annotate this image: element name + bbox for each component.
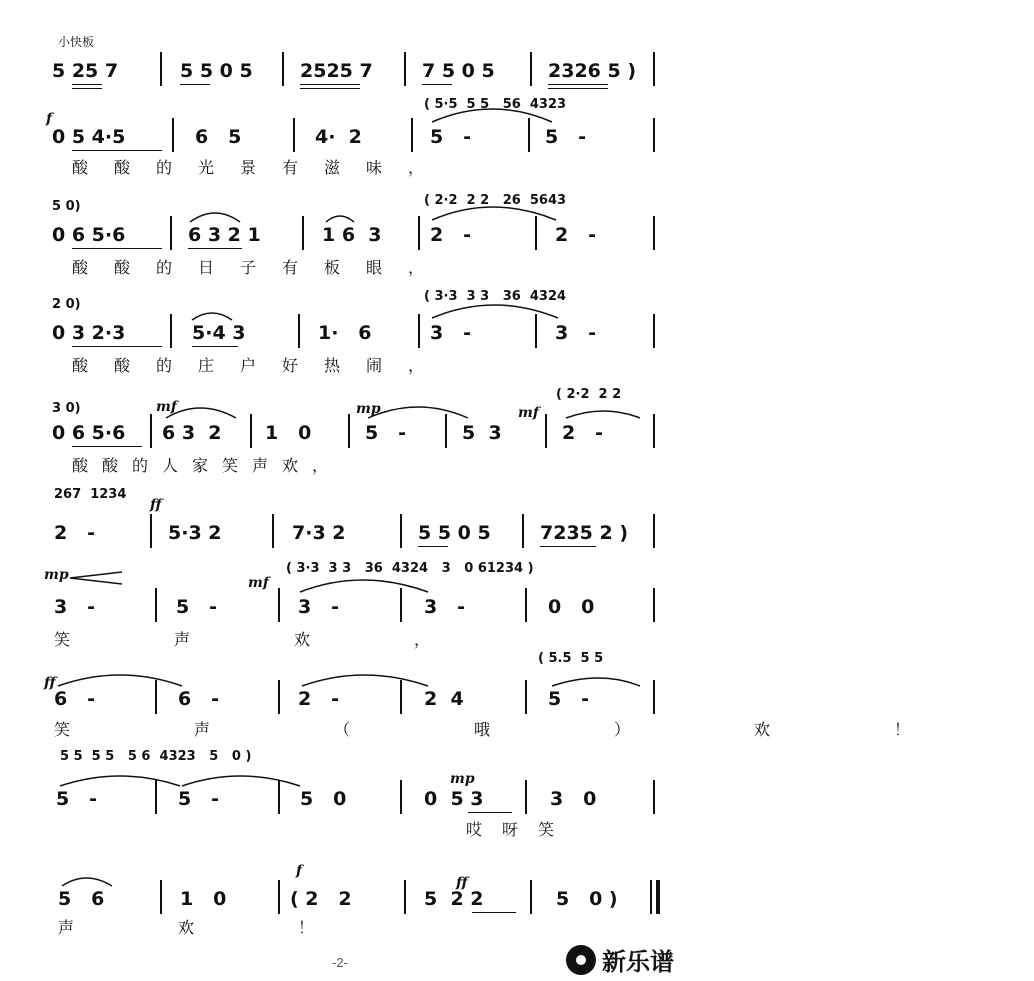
- measure: 1 6 3: [322, 224, 382, 246]
- page-number: -2-: [332, 955, 348, 970]
- measure: 5 -: [545, 126, 586, 148]
- measure: 6 5: [195, 126, 242, 148]
- measure: 5 0 ): [556, 888, 618, 910]
- dynamic-mark: ff: [44, 675, 56, 691]
- measure: 5 5 0 5: [180, 60, 253, 82]
- measure: 0 0: [548, 596, 595, 618]
- measure: 6 -: [178, 688, 219, 710]
- slur: [192, 313, 232, 320]
- dynamic-mark: mf: [248, 575, 269, 591]
- site-logo: [566, 942, 674, 977]
- measure: 0 5 4·5: [52, 126, 126, 148]
- accompaniment-cue: ( 5·5 5 5 56 4323: [424, 97, 567, 112]
- slur: [60, 776, 180, 786]
- measure: 2525 7: [300, 60, 373, 82]
- dynamic-mark: mf: [518, 405, 539, 421]
- measure: 2 -: [54, 522, 95, 544]
- measure: 1 0: [180, 888, 227, 910]
- slur: [302, 675, 428, 686]
- phrase-end: 5 0): [52, 199, 81, 214]
- slur: [182, 776, 300, 786]
- measure: 5 3: [462, 422, 502, 444]
- dynamic-mark: mp: [450, 771, 475, 787]
- lyric-line: 酸酸的日子有板眼，: [72, 258, 451, 277]
- logo-text: 新乐谱: [602, 948, 674, 976]
- measure: 6 -: [54, 688, 95, 710]
- tempo-marking: 小快板: [58, 35, 95, 49]
- phrase-end: 2 0): [52, 297, 81, 312]
- measure: 4· 2: [315, 126, 362, 148]
- measure: 5 -: [176, 596, 217, 618]
- measure: 7 5 0 5: [422, 60, 495, 82]
- measure: 5 2 2: [424, 888, 484, 910]
- accompaniment-cue: ( 2·2 2 2 26 5643: [424, 193, 567, 208]
- measure: 5 0: [300, 788, 347, 810]
- slur: [566, 411, 640, 418]
- measure: 3 -: [555, 322, 596, 344]
- phrase-end: 267 1234: [54, 487, 127, 502]
- dynamic-mark: f: [46, 111, 53, 127]
- measure: 2326 5 ): [548, 60, 637, 82]
- accompaniment-cue: ( 3·3 3 3 36 4324: [424, 289, 567, 304]
- slur: [432, 305, 558, 318]
- phrase-end: 3 0): [52, 401, 81, 416]
- accompaniment-cue: ( 2·2 2 2: [556, 387, 622, 402]
- slur: [368, 407, 468, 418]
- measure: 3 -: [54, 596, 95, 618]
- measure: 3 -: [430, 322, 471, 344]
- lyric-line: 酸酸的人家笑声欢，: [72, 456, 343, 475]
- measure: 3 -: [424, 596, 465, 618]
- vinyl-record-icon: [566, 945, 596, 975]
- measure: 5 5 0 5: [418, 522, 491, 544]
- slur: [552, 678, 640, 686]
- measure: 5 -: [178, 788, 219, 810]
- measure: 7·3 2: [292, 522, 346, 544]
- dynamic-mark: mf: [156, 399, 177, 415]
- accompaniment-cue: ( 5.5 5 5: [538, 651, 604, 666]
- lyric-line: 酸酸的庄户好热闹，: [72, 356, 451, 375]
- measure: 5 -: [430, 126, 471, 148]
- measure: 3 0: [550, 788, 597, 810]
- measure: 3 -: [298, 596, 339, 618]
- measure: 0 6 5·6: [52, 422, 126, 444]
- dynamic-mark: mp: [356, 401, 381, 417]
- measure: 5 -: [365, 422, 406, 444]
- measure: 2 -: [555, 224, 596, 246]
- measure: 7235 2 ): [540, 522, 629, 544]
- measure: 5 25 7: [52, 60, 119, 82]
- crescendo-hairpin: [70, 572, 122, 584]
- measure: 6 3 2 1: [188, 224, 261, 246]
- dynamic-mark: f: [296, 863, 303, 879]
- slur: [190, 213, 240, 222]
- measure: 6 3 2: [162, 422, 222, 444]
- measure: 5 -: [548, 688, 589, 710]
- measure: ( 2 2: [290, 888, 352, 910]
- slur: [62, 878, 112, 886]
- dynamic-mark: ff: [456, 875, 468, 891]
- measure: 0 5 3: [424, 788, 484, 810]
- measure: 2 -: [298, 688, 339, 710]
- dynamic-mark: mp: [44, 567, 69, 583]
- slur: [432, 109, 552, 122]
- accompaniment-cue: 5 5 5 5 5 6 4323 5 0 ): [60, 749, 252, 764]
- measure: 2 -: [562, 422, 603, 444]
- measure: 1 0: [265, 422, 312, 444]
- slur: [58, 675, 182, 686]
- lyric-line: 哎呀笑: [466, 820, 575, 839]
- measure: 5·3 2: [168, 522, 222, 544]
- slur: [166, 408, 236, 418]
- slur: [326, 216, 354, 222]
- measure: 2 4: [424, 688, 464, 710]
- dynamic-mark: ff: [150, 497, 162, 513]
- measure: 0 3 2·3: [52, 322, 126, 344]
- slur: [300, 580, 428, 592]
- measure: 2 -: [430, 224, 471, 246]
- slur: [432, 207, 556, 220]
- lyric-line: 笑声（哦）欢！: [54, 720, 1034, 739]
- lyric-line: 酸酸的光景有滋味，: [72, 158, 451, 177]
- measure: 5·4 3: [192, 322, 246, 344]
- measure: 5 6: [58, 888, 105, 910]
- measure: 1· 6: [318, 322, 372, 344]
- measure: 0 6 5·6: [52, 224, 126, 246]
- lyric-line: 声欢！: [58, 918, 419, 937]
- accompaniment-cue: ( 3·3 3 3 36 4324 3 0 61234 ): [286, 561, 534, 576]
- lyric-line: 笑声欢，: [54, 630, 535, 649]
- measure: 5 -: [56, 788, 97, 810]
